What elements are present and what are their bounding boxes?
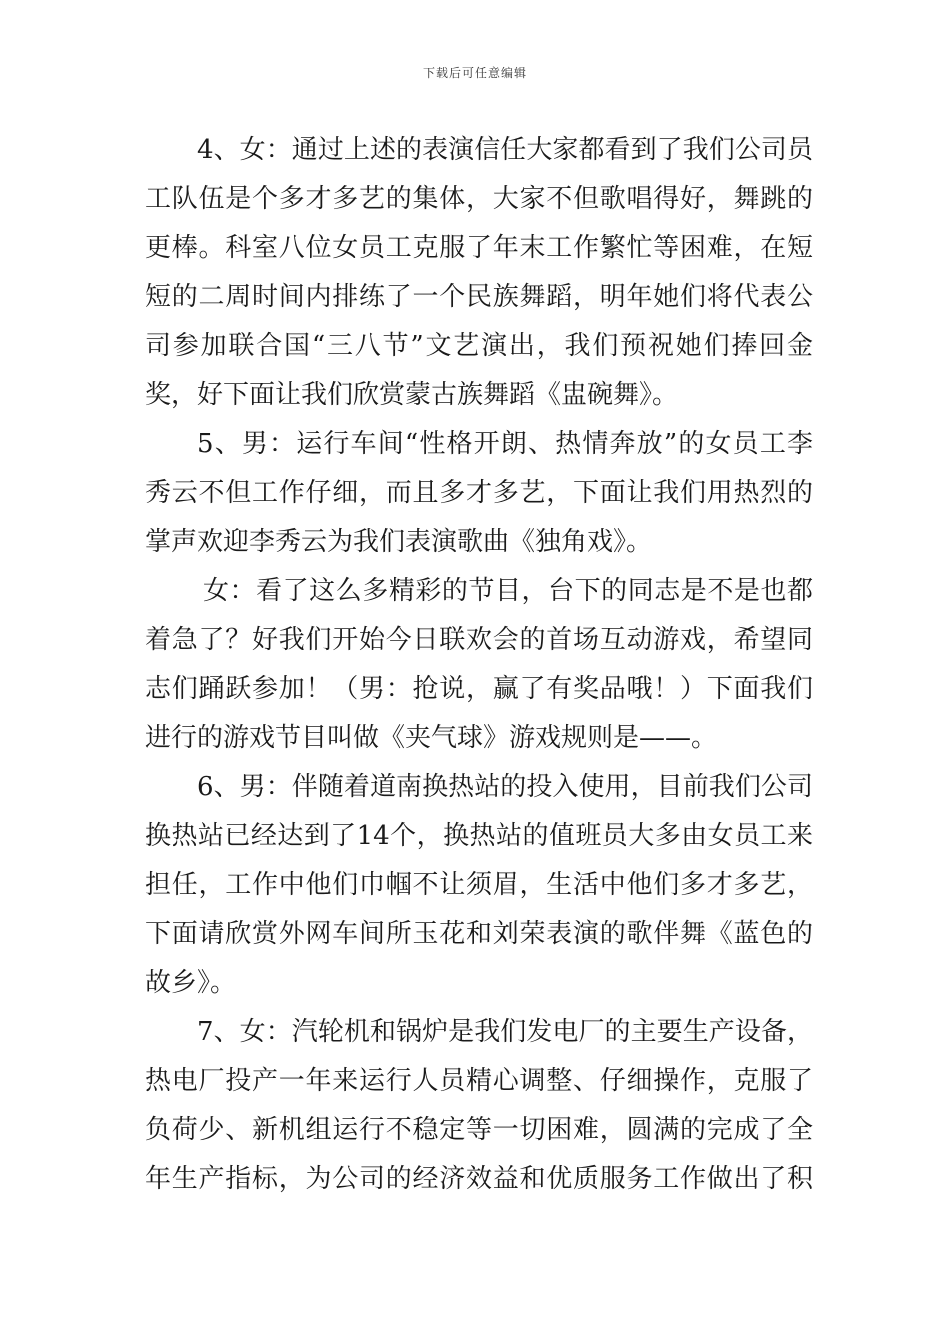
paragraph-line: 5、男：运行车间“性格开朗、热情奔放”的女员工李 [197,429,813,459]
paragraph-line: 着急了？好我们开始今日联欢会的首场互动游戏，希望同 [145,625,813,655]
paragraph-line: 热电厂投产一年来运行人员精心调整、仔细操作，克服了 [145,1066,813,1096]
paragraph-4 [145,126,813,420]
paragraph-line: 短的二周时间内排练了一个民族舞蹈，明年她们将代表公 [145,282,813,312]
paragraph-7 [145,1008,813,1204]
paragraph-6 [145,763,813,1008]
paragraph-female-game [145,567,813,763]
paragraph-line: 担任，工作中他们巾帼不让须眉，生活中他们多才多艺， [145,870,813,900]
paragraph-line: 年生产指标，为公司的经济效益和优质服务工作做出了积 [145,1164,813,1194]
paragraph-line: 司参加联合国“三八节”文艺演出，我们预祝她们捧回金 [145,331,813,361]
paragraph-line: 工队伍是个多才多艺的集体，大家不但歌唱得好，舞跳的 [145,184,813,214]
paragraph-line: 故乡》。 [145,968,237,998]
paragraph-5 [145,420,813,567]
paragraph-line: 6、男：伴随着道南换热站的投入使用，目前我们公司 [197,772,813,802]
paragraph-line: 进行的游戏节目叫做《夹气球》游戏规则是——。 [145,723,718,753]
document-body [145,126,813,1204]
paragraph-line: 7、女：汽轮机和锅炉是我们发电厂的主要生产设备， [197,1017,813,1047]
paragraph-line: 更棒。科室八位女员工克服了年末工作繁忙等困难，在短 [145,233,813,263]
paragraph-line: 志们踊跃参加！（男：抢说，赢了有奖品哦！）下面我们 [145,674,813,704]
paragraph-line: 奖，好下面让我们欣赏蒙古族舞蹈《盅碗舞》。 [145,380,679,410]
paragraph-line: 负荷少、新机组运行不稳定等一切困难，圆满的完成了全 [145,1115,813,1145]
paragraph-line: 女：看了这么多精彩的节目，台下的同志是不是也都 [203,576,813,606]
paragraph-line: 下面请欣赏外网车间所玉花和刘荣表演的歌伴舞《蓝色的 [145,919,813,949]
paragraph-line: 掌声欢迎李秀云为我们表演歌曲《独角戏》。 [145,527,653,557]
paragraph-line: 4、女：通过上述的表演信任大家都看到了我们公司员 [197,135,813,165]
paragraph-line: 秀云不但工作仔细，而且多才多艺，下面让我们用热烈的 [145,478,813,508]
paragraph-line: 换热站已经达到了14个，换热站的值班员大多由女员工来 [145,821,813,851]
page-header: 下载后可任意编辑 [422,66,527,80]
